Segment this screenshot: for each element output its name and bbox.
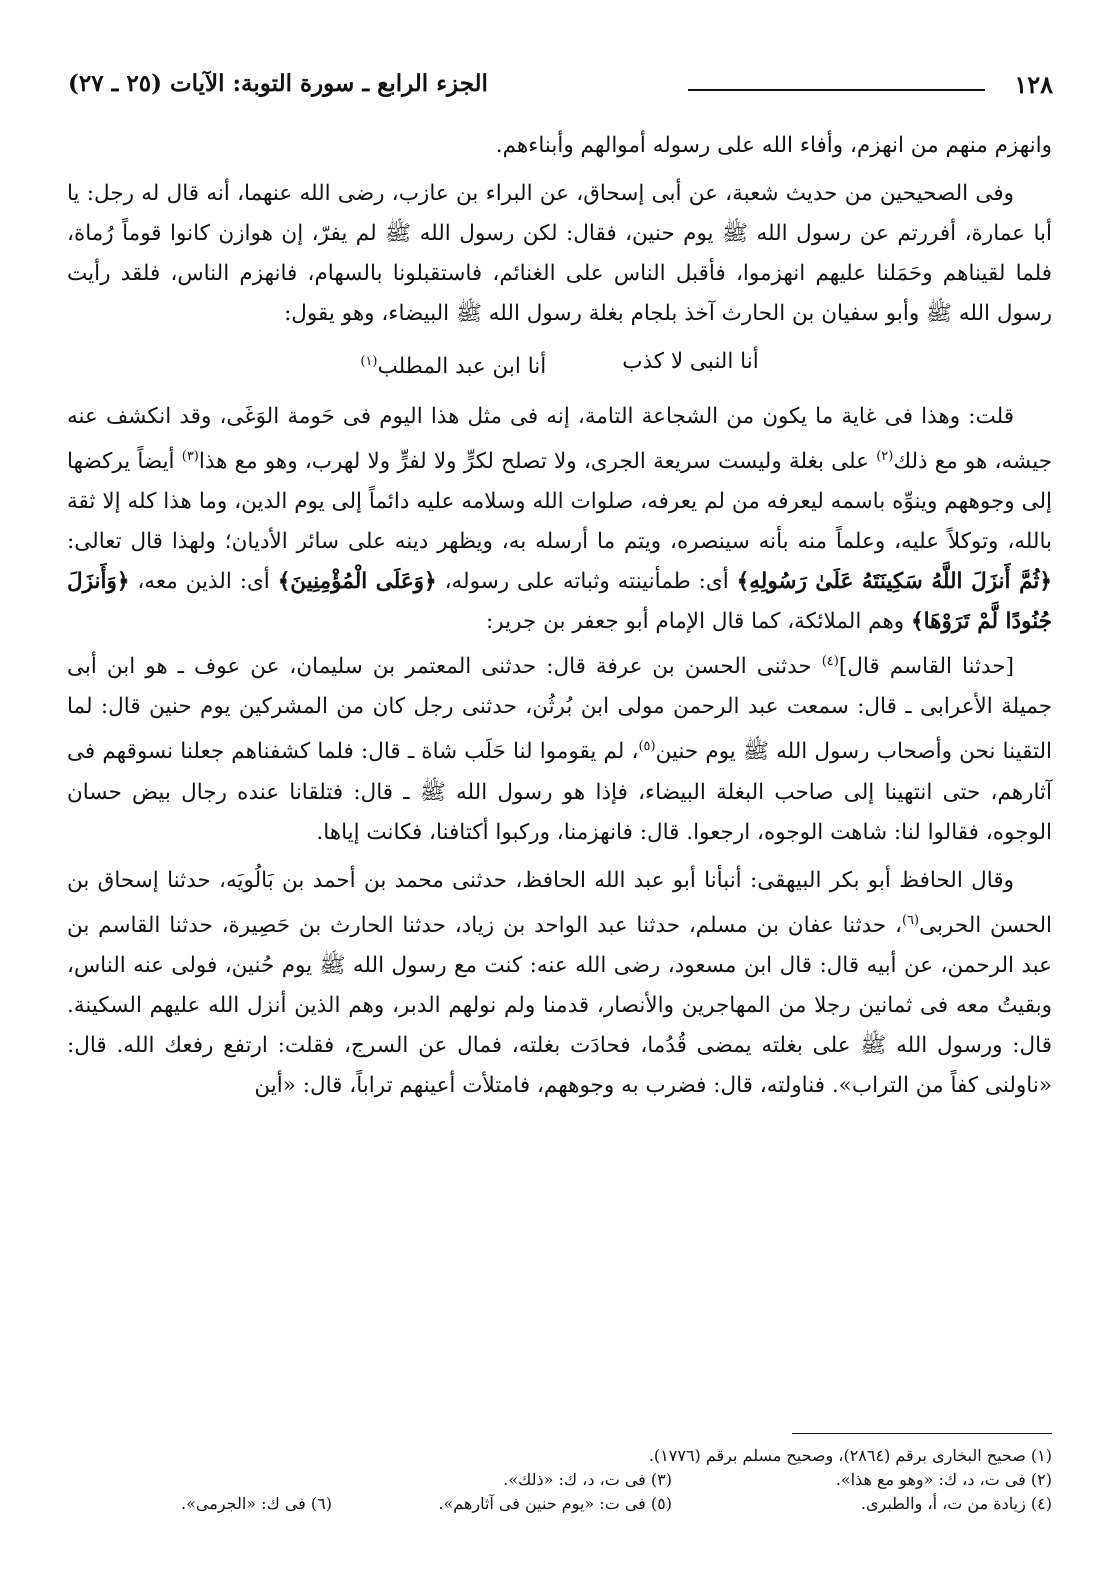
poem-first-hemistich: أنا النبى لا كذب: [622, 349, 759, 374]
header-rule: [688, 89, 985, 91]
footnote-4: (٤) زيادة من ت، أ، والطبرى.: [860, 1494, 1052, 1513]
poem-second-hemistich-wrap: [360, 342, 546, 387]
text-segment: ، حدثنا عفان بن مسلم، حدثنا عبد الواحد بن زياد، حدثنا الحارث بن حَصِيرة، حدثنا القاسم بن عبد الرحمن، عن أبيه قال: قال ابن مسعود، رضى الله عنه: كنت مع رسول الله ﷺ يوم حُنين، فولى عنه الناس، وبقيتُ معه فى ثمانين رجلا من المهاجرين والأنصار، قدمنا ولم نولهم الدبر، وهم الذين أنزل الله عليهم السكينة. قال: ورسول الله ﷺ على بغلته يمضى قُدُما، فحادَت بغلته، فمال عن السرج، فقلت: ارتفع رفعك الله. قال: «ناولنى كفاً من التراب». فناولته، قال: فضرب به وجوههم، فامتلأت أعينهم تراباً، قال: «أين: [67, 912, 1052, 1098]
poem-second-hemistich: أنا ابن عبد المطلب: [377, 354, 547, 380]
footnote-ref-6: (٦): [901, 912, 920, 928]
footnote-6: (٦) فى ك: «الجرمى».: [181, 1494, 332, 1513]
paragraph-5: [67, 861, 1052, 1106]
footnote-2: (٢) فى ت، د، ك: «وهو مع هذا».: [835, 1470, 1052, 1489]
footnote-ref-4: (٤): [821, 654, 839, 670]
paragraph-4: [67, 642, 1052, 852]
quran-verse: ﴿وَأَنزَلَ جُنُودًا لَّمْ تَرَوْهَا﴾: [67, 569, 1052, 635]
footnote-separator: [792, 1433, 1052, 1434]
footnote-ref-3: (٣): [181, 449, 199, 465]
footnote-ref-1: (١): [360, 354, 378, 369]
footnote-3: (٣) فى ت، د، ك: «ذلك».: [503, 1470, 672, 1489]
text-segment: أى: الذين معه،: [129, 569, 278, 595]
text-segment: حدثنى الحسن بن عرفة قال: حدثنى المعتمر بن سليمان، عن عوف ـ هو ابن أبى جميلة الأعرابى ـ قال: سمعت عبد الرحمن مولى ابن بُرثُن، حدثنى رجل كان من المشركين يوم حنين قال: لما التقينا نحن وأصحاب رسول الله ﷺ يوم حنين: [67, 654, 1052, 765]
text-segment: ، لم يقوموا لنا حَلَب شاة ـ قال: فلما كشفناهم جعلنا نسوقهم فى آثارهم، حتى انتهينا إلى صاحب البغلة البيضاء، فإذا هو رسول الله ﷺ ـ قال: فتلقانا عنده رجال بيض حسان الوجوه، فقالوا لنا: شاهت الوجوه، ارجعوا. قال: فانهزمنا، وركبوا أكتافنا، فكانت إياها.: [67, 739, 1052, 845]
paragraph-2: وفى الصحيحين من حديث شعبة، عن أبى إسحاق، عن البراء بن عازب، رضى الله عنهما، أنه قال له رجل: يا أبا عمارة، أفررتم عن رسول الله ﷺ يوم حنين، فقال: لكن رسول الله ﷺ لم يفرّ، إن هوازن كانوا قوماً رُماة، فلما لقيناهم وحَمَلنا عليهم انهزموا، فأقبل الناس على الغنائم، فاستقبلونا بالسهام، فانهزم الناس، فلقد رأيت رسول الله ﷺ وأبو سفيان بن الحارث آخذ بلجام بغلة رسول الله ﷺ البيضاء، وهو يقول:: [67, 181, 1052, 326]
poem-verse: [67, 342, 1052, 387]
quran-verse: ﴿ثُمَّ أَنزَلَ اللَّهُ سَكِينَتَهُ عَلَىٰ رَسُولِهِ﴾: [736, 569, 1052, 595]
text-segment: أيضاً يركضها إلى وجوههم وينوِّه باسمه ليعرفه من لم يعرفه، صلوات الله وسلامه عليه دائماً إلى يوم الدين، وما هذا كله إلا ثقة بالله، وتوكلاً عليه، وعلماً منه بأنه سينصره، ويتم ما أرسله به، ويظهر دينه على سائر الأديان؛ ولهذا قال تعالى:: [67, 449, 1052, 555]
text-segment: وقال الحافظ أبو بكر البيهقى: أنبأنا أبو عبد الله الحافظ، حدثنى محمد بن أحمد بن بَالُويَه، حدثنا إسحاق بن الحسن الحربى: [67, 867, 1052, 938]
quran-verse: ﴿وَعَلَى الْمُؤْمِنِينَ﴾: [277, 569, 437, 595]
page-number: ١٢٨: [1014, 70, 1053, 99]
footnote-row-3: [67, 1492, 1052, 1516]
main-text: [67, 126, 1052, 1106]
paragraph-3: [67, 397, 1052, 642]
text-segment: وهم الملائكة، كما قال الإمام أبو جعفر بن جرير:: [486, 609, 912, 635]
footnote-ref-5: (٥): [638, 739, 656, 755]
footnote-5: (٥) فى ت: «يوم حنين فى آثارهم».: [438, 1494, 672, 1513]
footnote-ref-2: (٢): [876, 449, 894, 465]
running-title: الجزء الرابع ـ سورة التوبة: الآيات (٢٥ ـ ٢٧): [68, 70, 488, 97]
footnote-1: (١) صحيح البخارى برقم (٢٨٦٤)، وصحيح مسلم برقم (١٧٧٦).: [648, 1446, 1052, 1465]
text-segment: [حدثنا القاسم قال]: [838, 654, 1014, 680]
page-header: [68, 70, 1053, 110]
text-segment: أى: طمأنينته وثباته على رسوله،: [436, 569, 737, 595]
paragraph-1: وانهزم منهم من انهزم، وأفاء الله على رسوله أموالهم وأبناءهم.: [495, 133, 1052, 158]
text-segment: على بغلة وليست سريعة الجرى، ولا تصلح لكرٍّ ولا لفرٍّ ولا لهرب، وهو مع هذا: [198, 449, 877, 475]
text-segment: قلت: وهذا فى غاية ما يكون من الشجاعة التامة، إنه فى مثل هذا اليوم فى حَومة الوَغَى، وقد انكشف عنه جيشه، هو مع ذلك: [67, 404, 1052, 475]
footnotes: [67, 1444, 1052, 1516]
footnote-row-2: [67, 1468, 1052, 1492]
footnote-row-1: [67, 1444, 1052, 1468]
